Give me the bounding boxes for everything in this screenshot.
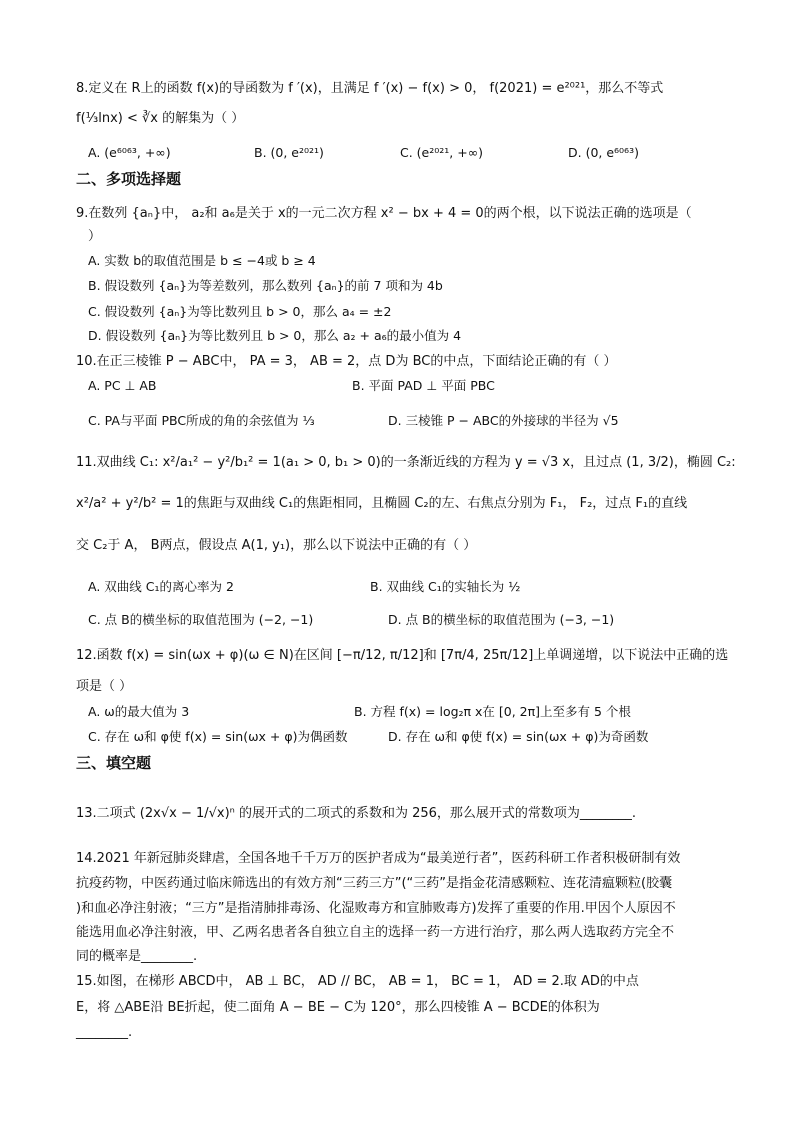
q12-option-d: D. 存在 ω和 φ使 f(x) = sin(ωx + φ)为奇函数 bbox=[388, 729, 649, 744]
q14-line1: 14.2021 年新冠肺炎肆虐，全国各地千千万万的医护者成为“最美逆行者”，医药科研工作者积极研制有效 bbox=[76, 851, 681, 866]
q8-line2: f(⅓lnx) < ∛x 的解集为（ ） bbox=[76, 111, 245, 126]
q10-line1: 10.在正三棱锥 P − ABC中， PA = 3， AB = 2，点 D为 BC的中点，下面结论正确的有（ ） bbox=[76, 354, 617, 369]
q9-option-a: A. 实数 b的取值范围是 b ≤ −4或 b ≥ 4 bbox=[88, 253, 316, 268]
q10-option-b: B. 平面 PAD ⊥ 平面 PBC bbox=[352, 378, 495, 393]
q10-option-d: D. 三棱锥 P − ABC的外接球的半径为 √5 bbox=[388, 413, 619, 428]
q9-option-b: B. 假设数列 {aₙ}为等差数列，那么数列 {aₙ}的前 7 项和为 4b bbox=[88, 278, 443, 293]
q11-option-d: D. 点 B的横坐标的取值范围为 (−3, −1) bbox=[388, 612, 615, 627]
section-multiple-choice-heading: 二、多项选择题 bbox=[76, 170, 182, 188]
q12-option-c: C. 存在 ω和 φ使 f(x) = sin(ωx + φ)为偶函数 bbox=[88, 729, 348, 744]
q11-option-c: C. 点 B的横坐标的取值范围为 (−2, −1) bbox=[88, 612, 314, 627]
q10-option-a: A. PC ⊥ AB bbox=[88, 378, 157, 393]
q14-line4: 能选用血必净注射液，甲、乙两名患者各自独立自主的选择一药一方进行治疗，那么两人选取药方完全不 bbox=[76, 925, 675, 940]
q8-option-c: C. (e²⁰²¹, +∞) bbox=[400, 145, 483, 160]
q15-line2: E，将 △ABE沿 BE折起，使二面角 A − BE − C为 120°，那么四棱锥 A − BCDE的体积为 bbox=[76, 1000, 600, 1015]
q11-option-b: B. 双曲线 C₁的实轴长为 ½ bbox=[370, 579, 521, 594]
section-fill-in-heading: 三、填空题 bbox=[76, 754, 152, 772]
q9-line1: 9.在数列 {aₙ}中， a₂和 a₆是关于 x的一元二次方程 x² − bx + 4 = 0的两个根，以下说法正确的选项是（ bbox=[76, 206, 692, 221]
q9-option-c: C. 假设数列 {aₙ}为等比数列且 b > 0，那么 a₄ = ±2 bbox=[88, 304, 392, 319]
q15-line3: ________. bbox=[76, 1025, 133, 1040]
q12-option-b: B. 方程 f(x) = log₂π x在 [0, 2π]上至多有 5 个根 bbox=[354, 704, 631, 719]
q8-line1: 8.定义在 R上的函数 f(x)的导函数为 f ′(x)，且满足 f ′(x) − f(x) > 0， f(2021) = e²⁰²¹，那么不等式 bbox=[76, 81, 664, 96]
q11-line1: 11.双曲线 C₁: x²/a₁² − y²/b₁² = 1(a₁ > 0, b₁ > 0)的一条渐近线的方程为 y = √3 x，且过点 (1, 3/2)，椭圆 C₂: bbox=[76, 455, 736, 470]
q13-line1: 13.二项式 (2x√x − 1/√x)ⁿ 的展开式的二项式的系数和为 256，那么展开式的常数项为________. bbox=[76, 806, 637, 821]
q8-option-a: A. (e⁶⁰⁶³, +∞) bbox=[88, 145, 171, 160]
q15-line1: 15.如图，在梯形 ABCD中， AB ⊥ BC， AD // BC， AB = 1， BC = 1， AD = 2.取 AD的中点 bbox=[76, 974, 639, 989]
q14-line5: 同的概率是________. bbox=[76, 949, 198, 964]
q14-line3: )和血必净注射液；“三方”是指清肺排毒汤、化湿败毒方和宣肺败毒方)发挥了重要的作用.甲因个人原因不 bbox=[76, 901, 676, 916]
q8-option-b: B. (0, e²⁰²¹) bbox=[254, 145, 324, 160]
q9-option-d: D. 假设数列 {aₙ}为等比数列且 b > 0，那么 a₂ + a₆的最小值为 4 bbox=[88, 328, 462, 343]
q9-line2: ） bbox=[88, 229, 102, 244]
q11-line3: 交 C₂于 A， B两点，假设点 A(1, y₁)，那么以下说法中正确的有（ ） bbox=[76, 538, 477, 553]
q10-option-c: C. PA与平面 PBC所成的角的余弦值为 ⅓ bbox=[88, 413, 315, 428]
q14-line2: 抗疫药物，中医药通过临床筛选出的有效方剂“三药三方”(“三药”是指金花清感颗粒、连花清瘟颗粒(胶囊 bbox=[76, 876, 673, 891]
q11-option-a: A. 双曲线 C₁的离心率为 2 bbox=[88, 579, 234, 594]
q12-option-a: A. ω的最大值为 3 bbox=[88, 704, 190, 719]
q12-line1: 12.函数 f(x) = sin(ωx + φ)(ω ∈ N)在区间 [−π/12, π/12]和 [7π/4, 25π/12]上单调递增，以下说法中正确的选 bbox=[76, 648, 729, 663]
q12-line2: 项是（ ） bbox=[76, 679, 133, 694]
q11-line2: x²/a² + y²/b² = 1的焦距与双曲线 C₁的焦距相同，且椭圆 C₂的左、右焦点分别为 F₁， F₂，过点 F₁的直线 bbox=[76, 496, 688, 511]
q8-option-d: D. (0, e⁶⁰⁶³) bbox=[568, 145, 639, 160]
